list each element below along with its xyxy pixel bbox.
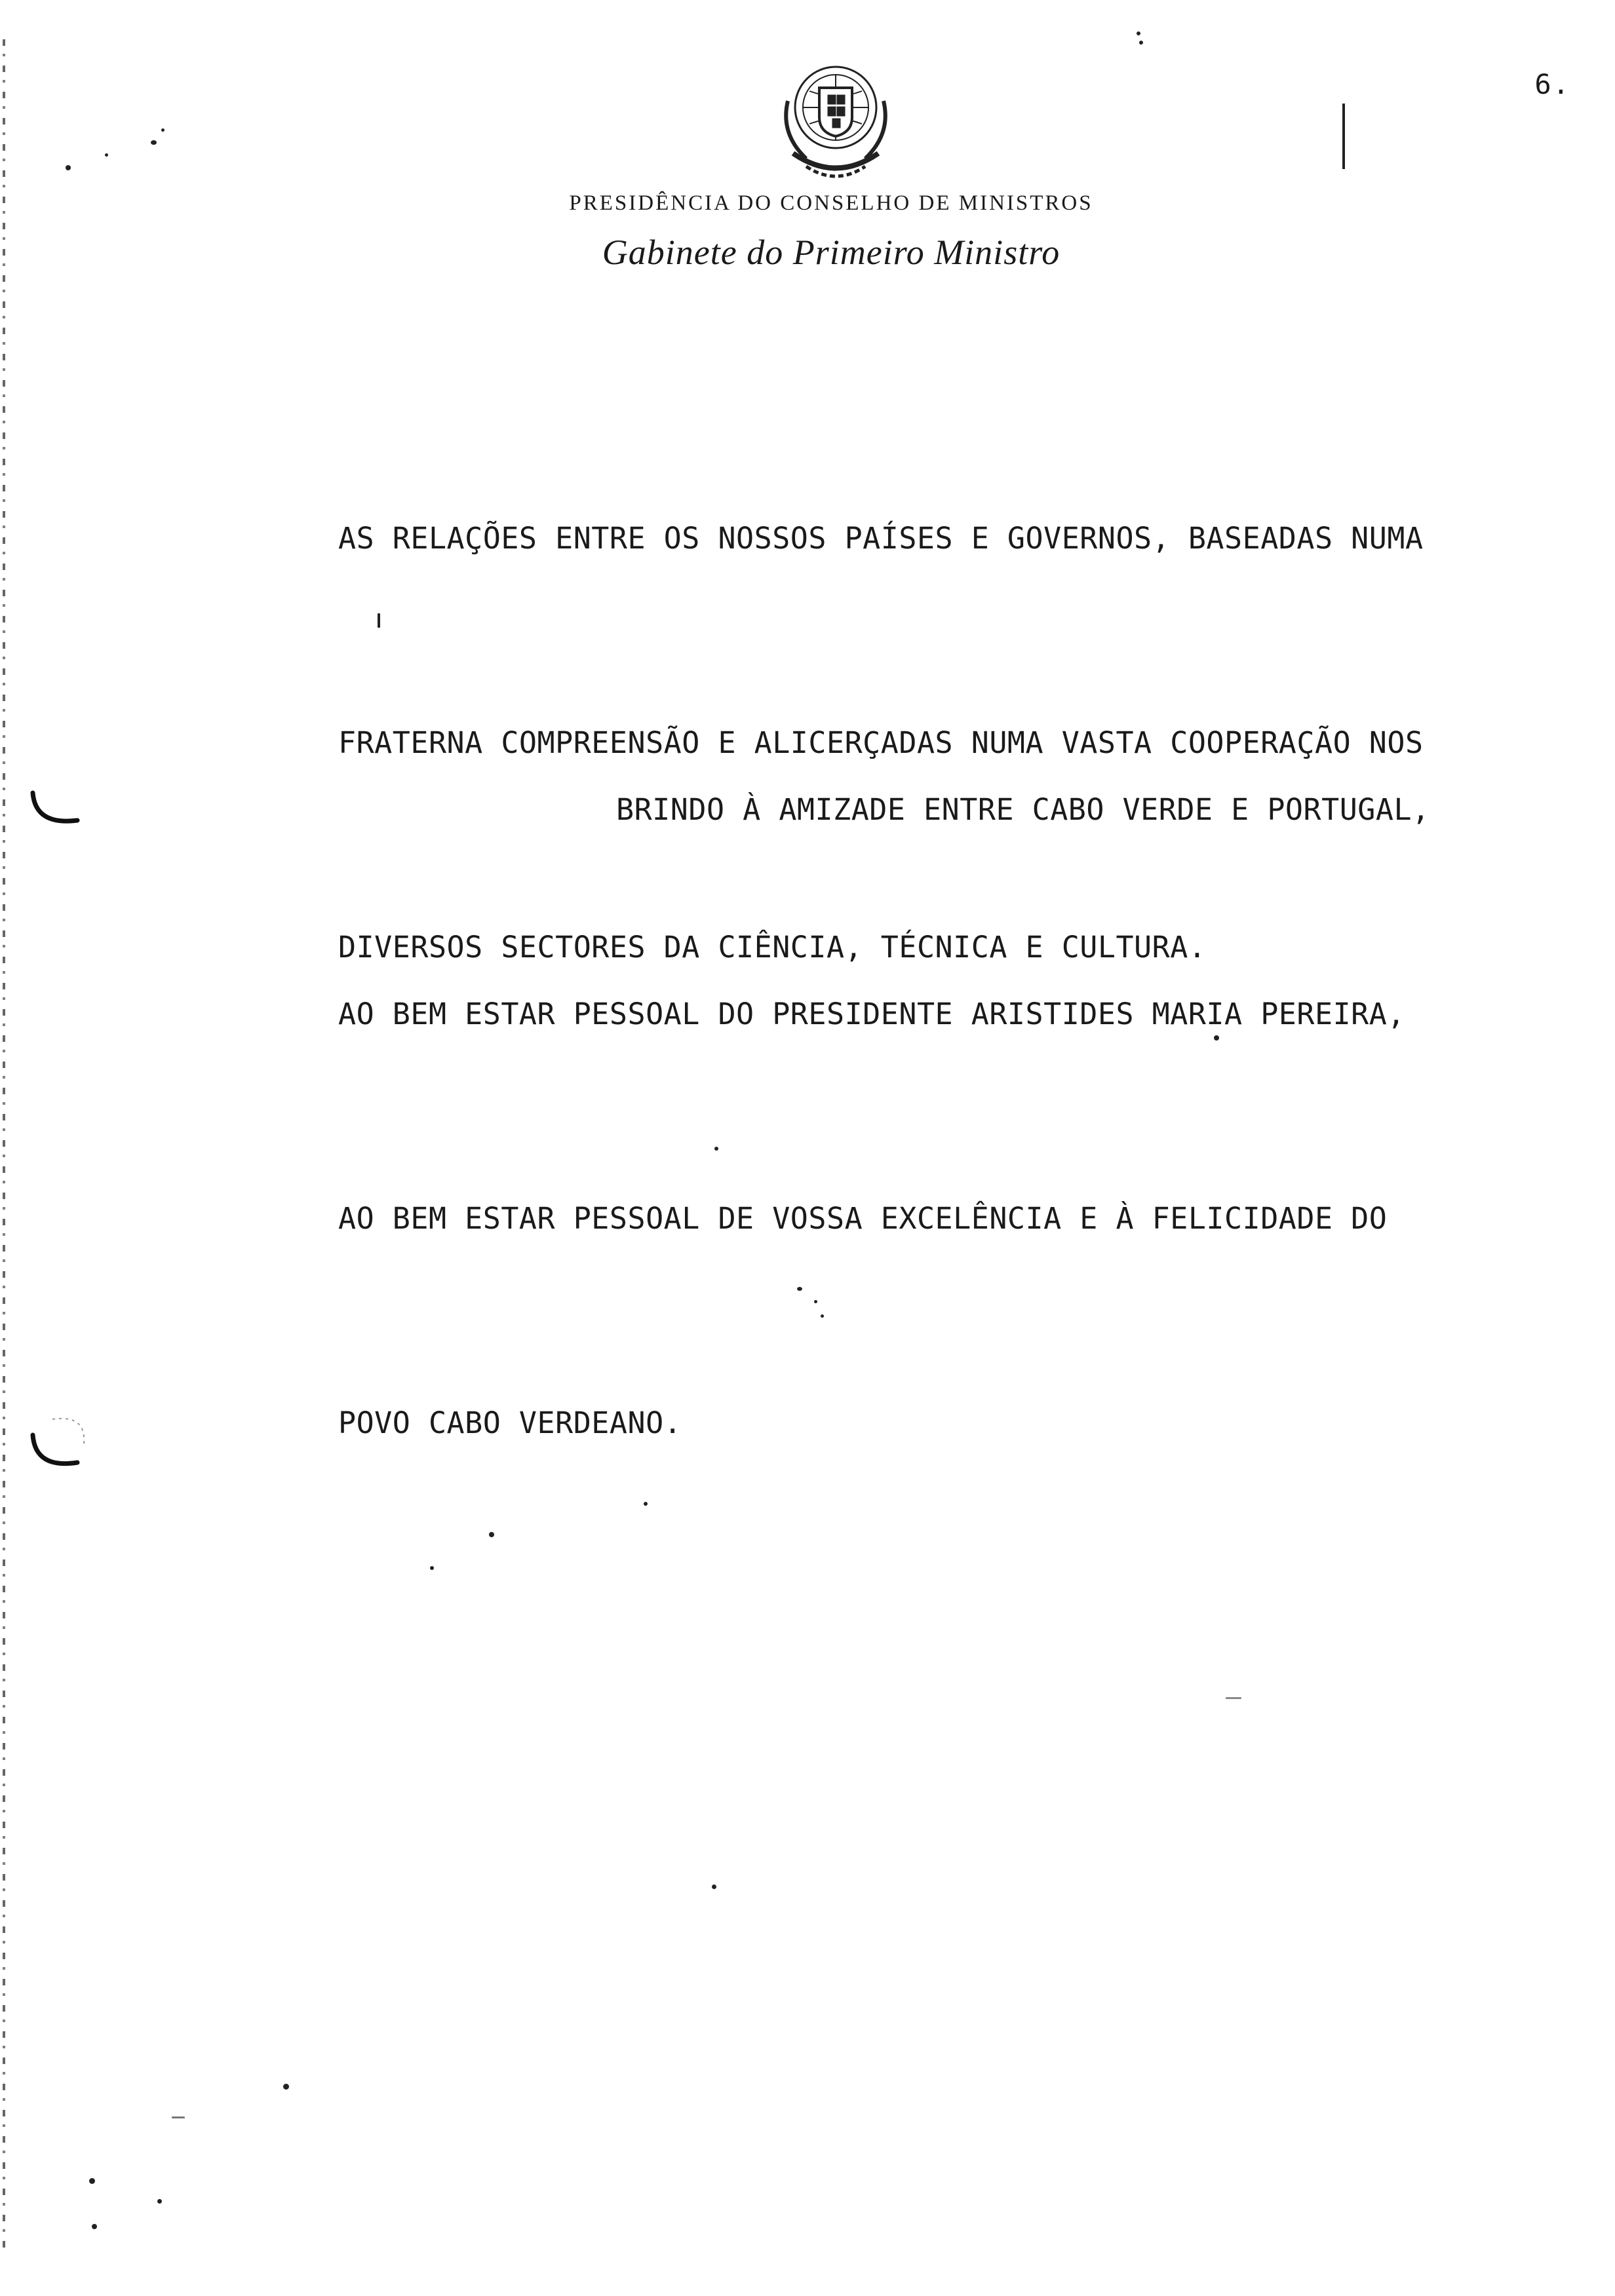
text-line: FRATERNA COMPREENSÃO E ALICERÇADAS NUMA VASTA COOPERAÇÃO NOS	[338, 725, 1424, 760]
scan-speck	[1139, 41, 1143, 45]
scan-speck	[1137, 31, 1140, 35]
scan-speck	[89, 2178, 95, 2184]
scan-speck	[105, 153, 108, 157]
portuguese-coat-of-arms-icon	[773, 55, 898, 193]
scan-speck	[92, 2224, 97, 2229]
text-line: POVO CABO VERDEANO.	[338, 1406, 682, 1440]
scan-speck	[283, 2084, 289, 2090]
binder-edge-mark	[3, 39, 5, 2254]
scan-speck	[172, 2116, 185, 2118]
scan-speck	[157, 2199, 162, 2204]
scan-speck	[161, 128, 165, 132]
institution-heading: PRESIDÊNCIA DO CONSELHO DE MINISTROS	[569, 191, 1093, 215]
page-number: 6.	[1534, 68, 1570, 100]
punch-hole-icon	[26, 780, 85, 839]
scan-speck	[712, 1885, 716, 1889]
scan-speck	[151, 140, 157, 145]
text-line: AO BEM ESTAR PESSOAL DE VOSSA EXCELÊNCIA E À FELICIDADE DO	[338, 1201, 1388, 1236]
punch-hole-icon	[26, 1415, 85, 1474]
text-line: BRINDO À AMIZADE ENTRE CABO VERDE E PORTUGAL,	[616, 792, 1430, 827]
scan-speck	[1226, 1697, 1241, 1699]
paragraph-toast	[338, 640, 1544, 1594]
text-line: DIVERSOS SECTORES DA CIÊNCIA, TÉCNICA E CULTURA.	[338, 930, 1207, 965]
cabinet-subheading: Gabinete do Primeiro Ministro	[602, 233, 1060, 272]
scan-speck	[66, 165, 71, 170]
text-line: AO BEM ESTAR PESSOAL DO PRESIDENTE ARISTIDES MARIA PEREIRA,	[338, 997, 1405, 1031]
text-line: AS RELAÇÕES ENTRE OS NOSSOS PAÍSES E GOVERNOS, BASEADAS NUMA	[338, 521, 1424, 556]
margin-mark	[1342, 104, 1345, 169]
